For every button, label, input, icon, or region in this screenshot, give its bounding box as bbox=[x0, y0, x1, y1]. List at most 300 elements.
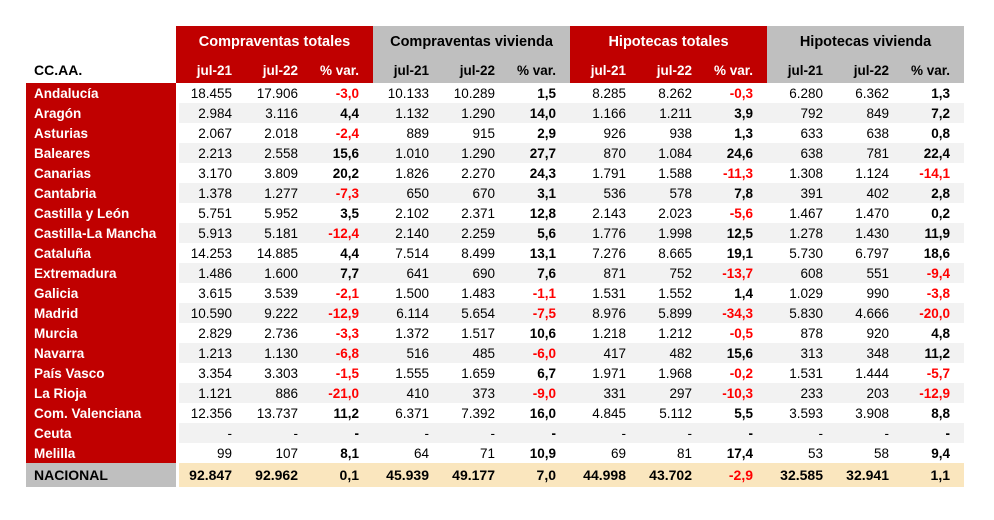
value-cell: 670 bbox=[443, 183, 509, 203]
value-cell: 1.010 bbox=[373, 143, 443, 163]
value-cell: 6.280 bbox=[767, 83, 837, 103]
value-cell: 792 bbox=[767, 103, 837, 123]
table-body bbox=[26, 83, 964, 487]
pct-var-cell: -20,0 bbox=[903, 303, 964, 323]
pct-var-cell: -21,0 bbox=[312, 383, 373, 403]
pct-var-cell: -12,9 bbox=[903, 383, 964, 403]
pct-var-cell: 7,6 bbox=[509, 263, 570, 283]
pct-var-cell: 11,9 bbox=[903, 223, 964, 243]
pct-var-cell: -7,5 bbox=[509, 303, 570, 323]
group-header-row bbox=[26, 26, 964, 57]
pct-var-cell: - bbox=[312, 423, 373, 443]
value-cell: 1.555 bbox=[373, 363, 443, 383]
pct-var-cell: 12,8 bbox=[509, 203, 570, 223]
pct-var-cell: 11,2 bbox=[903, 343, 964, 363]
pct-var-cell: - bbox=[509, 423, 570, 443]
table-row bbox=[26, 143, 964, 163]
value-cell: - bbox=[837, 423, 903, 443]
value-cell: 878 bbox=[767, 323, 837, 343]
value-cell: 297 bbox=[640, 383, 706, 403]
value-cell: 4.666 bbox=[837, 303, 903, 323]
total-row-label: NACIONAL bbox=[26, 463, 176, 487]
value-cell: 10.133 bbox=[373, 83, 443, 103]
row-label: Com. Valenciana bbox=[26, 403, 176, 423]
value-cell: 13.737 bbox=[246, 403, 312, 423]
value-cell: 5.181 bbox=[246, 223, 312, 243]
column-header-jul22: jul-22 bbox=[246, 57, 312, 83]
value-cell: 3.615 bbox=[176, 283, 246, 303]
pct-var-cell: -5,6 bbox=[706, 203, 767, 223]
table-row bbox=[26, 263, 964, 283]
pct-var-cell: -6,0 bbox=[509, 343, 570, 363]
value-cell: 32.585 bbox=[767, 463, 837, 487]
value-cell: 5.751 bbox=[176, 203, 246, 223]
value-cell: 1.600 bbox=[246, 263, 312, 283]
pct-var-cell: 18,6 bbox=[903, 243, 964, 263]
pct-var-cell: 20,2 bbox=[312, 163, 373, 183]
value-cell: 2.143 bbox=[570, 203, 640, 223]
value-cell: 1.517 bbox=[443, 323, 509, 343]
pct-var-cell: 10,6 bbox=[509, 323, 570, 343]
pct-var-cell: 5,5 bbox=[706, 403, 767, 423]
column-header-pct-var: % var. bbox=[903, 57, 964, 83]
value-cell: 5.913 bbox=[176, 223, 246, 243]
value-cell: 5.654 bbox=[443, 303, 509, 323]
value-cell: - bbox=[443, 423, 509, 443]
pct-var-cell: 7,7 bbox=[312, 263, 373, 283]
pct-var-cell: 0,8 bbox=[903, 123, 964, 143]
value-cell: - bbox=[767, 423, 837, 443]
value-cell: 641 bbox=[373, 263, 443, 283]
pct-var-cell: -10,3 bbox=[706, 383, 767, 403]
value-cell: 1.121 bbox=[176, 383, 246, 403]
pct-var-cell: -6,8 bbox=[312, 343, 373, 363]
value-cell: 1.776 bbox=[570, 223, 640, 243]
value-cell: 485 bbox=[443, 343, 509, 363]
value-cell: 1.998 bbox=[640, 223, 706, 243]
value-cell: 1.968 bbox=[640, 363, 706, 383]
column-header-jul22: jul-22 bbox=[837, 57, 903, 83]
value-cell: 45.939 bbox=[373, 463, 443, 487]
value-cell: 915 bbox=[443, 123, 509, 143]
table-row bbox=[26, 163, 964, 183]
pct-var-cell: 17,4 bbox=[706, 443, 767, 463]
pct-var-cell: 22,4 bbox=[903, 143, 964, 163]
pct-var-cell: -1,1 bbox=[509, 283, 570, 303]
pct-var-cell: 19,1 bbox=[706, 243, 767, 263]
value-cell: 2.023 bbox=[640, 203, 706, 223]
pct-var-cell: 7,0 bbox=[509, 463, 570, 487]
value-cell: 8.285 bbox=[570, 83, 640, 103]
table-row bbox=[26, 323, 964, 343]
value-cell: - bbox=[570, 423, 640, 443]
pct-var-cell: -9,4 bbox=[903, 263, 964, 283]
value-cell: 44.998 bbox=[570, 463, 640, 487]
value-cell: 3.593 bbox=[767, 403, 837, 423]
pct-var-cell: 8,1 bbox=[312, 443, 373, 463]
value-cell: 8.665 bbox=[640, 243, 706, 263]
table-row bbox=[26, 243, 964, 263]
value-cell: 1.166 bbox=[570, 103, 640, 123]
value-cell: 482 bbox=[640, 343, 706, 363]
pct-var-cell: -12,4 bbox=[312, 223, 373, 243]
value-cell: 18.455 bbox=[176, 83, 246, 103]
value-cell: 690 bbox=[443, 263, 509, 283]
value-cell: 1.971 bbox=[570, 363, 640, 383]
table-row bbox=[26, 443, 964, 463]
pct-var-cell: 1,3 bbox=[903, 83, 964, 103]
table-row bbox=[26, 403, 964, 423]
value-cell: 551 bbox=[837, 263, 903, 283]
pct-var-cell: 15,6 bbox=[706, 343, 767, 363]
value-cell: 536 bbox=[570, 183, 640, 203]
pct-var-cell: 1,1 bbox=[903, 463, 964, 487]
value-cell: 2.984 bbox=[176, 103, 246, 123]
value-cell: 107 bbox=[246, 443, 312, 463]
value-cell: 3.809 bbox=[246, 163, 312, 183]
pct-var-cell: 24,3 bbox=[509, 163, 570, 183]
value-cell: 1.124 bbox=[837, 163, 903, 183]
value-cell: 886 bbox=[246, 383, 312, 403]
pct-var-cell: 4,4 bbox=[312, 243, 373, 263]
row-label: Navarra bbox=[26, 343, 176, 363]
value-cell: 5.730 bbox=[767, 243, 837, 263]
row-label: Baleares bbox=[26, 143, 176, 163]
value-cell: 92.847 bbox=[176, 463, 246, 487]
value-cell: 516 bbox=[373, 343, 443, 363]
row-label: Andalucía bbox=[26, 83, 176, 103]
value-cell: 417 bbox=[570, 343, 640, 363]
value-cell: 64 bbox=[373, 443, 443, 463]
value-cell: 71 bbox=[443, 443, 509, 463]
value-cell: - bbox=[176, 423, 246, 443]
value-cell: 6.371 bbox=[373, 403, 443, 423]
pct-var-cell: 2,9 bbox=[509, 123, 570, 143]
value-cell: 410 bbox=[373, 383, 443, 403]
value-cell: 8.499 bbox=[443, 243, 509, 263]
pct-var-cell: 4,8 bbox=[903, 323, 964, 343]
value-cell: 5.830 bbox=[767, 303, 837, 323]
value-cell: 348 bbox=[837, 343, 903, 363]
value-cell: 331 bbox=[570, 383, 640, 403]
pct-var-cell: 15,6 bbox=[312, 143, 373, 163]
pct-var-cell: 7,8 bbox=[706, 183, 767, 203]
pct-var-cell: -0,2 bbox=[706, 363, 767, 383]
column-header-jul21: jul-21 bbox=[373, 57, 443, 83]
value-cell: - bbox=[246, 423, 312, 443]
value-cell: 1.308 bbox=[767, 163, 837, 183]
pct-var-cell: 16,0 bbox=[509, 403, 570, 423]
pct-var-cell: 2,8 bbox=[903, 183, 964, 203]
pct-var-cell: -2,9 bbox=[706, 463, 767, 487]
pct-var-cell: 0,1 bbox=[312, 463, 373, 487]
pct-var-cell: -9,0 bbox=[509, 383, 570, 403]
value-cell: 10.289 bbox=[443, 83, 509, 103]
pct-var-cell: -0,3 bbox=[706, 83, 767, 103]
pct-var-cell: - bbox=[903, 423, 964, 443]
value-cell: 1.483 bbox=[443, 283, 509, 303]
value-cell: 14.253 bbox=[176, 243, 246, 263]
value-cell: 1.211 bbox=[640, 103, 706, 123]
value-cell: 3.539 bbox=[246, 283, 312, 303]
value-cell: 1.531 bbox=[767, 363, 837, 383]
value-cell: 2.736 bbox=[246, 323, 312, 343]
table-row bbox=[26, 423, 964, 443]
row-label: Madrid bbox=[26, 303, 176, 323]
value-cell: 32.941 bbox=[837, 463, 903, 487]
statistics-table bbox=[26, 26, 964, 487]
value-cell: 2.102 bbox=[373, 203, 443, 223]
value-cell: 578 bbox=[640, 183, 706, 203]
row-label: Asturias bbox=[26, 123, 176, 143]
value-cell: 1.467 bbox=[767, 203, 837, 223]
value-cell: 8.976 bbox=[570, 303, 640, 323]
value-cell: 926 bbox=[570, 123, 640, 143]
value-cell: 2.259 bbox=[443, 223, 509, 243]
value-cell: 4.845 bbox=[570, 403, 640, 423]
value-cell: 1.470 bbox=[837, 203, 903, 223]
pct-var-cell: -11,3 bbox=[706, 163, 767, 183]
pct-var-cell: 5,6 bbox=[509, 223, 570, 243]
value-cell: 2.270 bbox=[443, 163, 509, 183]
value-cell: 81 bbox=[640, 443, 706, 463]
value-cell: 1.826 bbox=[373, 163, 443, 183]
pct-var-cell: 10,9 bbox=[509, 443, 570, 463]
row-label: Ceuta bbox=[26, 423, 176, 443]
value-cell: 2.829 bbox=[176, 323, 246, 343]
value-cell: 1.212 bbox=[640, 323, 706, 343]
value-cell: 391 bbox=[767, 183, 837, 203]
value-cell: 7.514 bbox=[373, 243, 443, 263]
pct-var-cell: 6,7 bbox=[509, 363, 570, 383]
pct-var-cell: 24,6 bbox=[706, 143, 767, 163]
row-label: Melilla bbox=[26, 443, 176, 463]
table-row bbox=[26, 383, 964, 403]
value-cell: 313 bbox=[767, 343, 837, 363]
value-cell: 1.084 bbox=[640, 143, 706, 163]
value-cell: 203 bbox=[837, 383, 903, 403]
value-cell: 1.278 bbox=[767, 223, 837, 243]
row-label: Castilla-La Mancha bbox=[26, 223, 176, 243]
column-header-jul21: jul-21 bbox=[767, 57, 837, 83]
pct-var-cell: 8,8 bbox=[903, 403, 964, 423]
value-cell: 7.276 bbox=[570, 243, 640, 263]
value-cell: 781 bbox=[837, 143, 903, 163]
column-header-pct-var: % var. bbox=[509, 57, 570, 83]
column-header-jul22: jul-22 bbox=[443, 57, 509, 83]
value-cell: 1.500 bbox=[373, 283, 443, 303]
value-cell: 638 bbox=[767, 143, 837, 163]
pct-var-cell: 9,4 bbox=[903, 443, 964, 463]
value-cell: 14.885 bbox=[246, 243, 312, 263]
value-cell: 10.590 bbox=[176, 303, 246, 323]
value-cell: 3.116 bbox=[246, 103, 312, 123]
row-label: Cataluña bbox=[26, 243, 176, 263]
pct-var-cell: - bbox=[706, 423, 767, 443]
value-cell: 1.486 bbox=[176, 263, 246, 283]
table-row bbox=[26, 183, 964, 203]
pct-var-cell: -34,3 bbox=[706, 303, 767, 323]
value-cell: - bbox=[640, 423, 706, 443]
value-cell: 1.444 bbox=[837, 363, 903, 383]
value-cell: 633 bbox=[767, 123, 837, 143]
value-cell: 6.114 bbox=[373, 303, 443, 323]
group-header-hipotecas-totales: Hipotecas totales bbox=[570, 26, 767, 57]
value-cell: 1.290 bbox=[443, 143, 509, 163]
pct-var-cell: -2,1 bbox=[312, 283, 373, 303]
column-header-jul21: jul-21 bbox=[176, 57, 246, 83]
value-cell: 8.262 bbox=[640, 83, 706, 103]
value-cell: 2.558 bbox=[246, 143, 312, 163]
pct-var-cell: -13,7 bbox=[706, 263, 767, 283]
value-cell: 43.702 bbox=[640, 463, 706, 487]
pct-var-cell: -7,3 bbox=[312, 183, 373, 203]
value-cell: 650 bbox=[373, 183, 443, 203]
pct-var-cell: 11,2 bbox=[312, 403, 373, 423]
row-label: Canarias bbox=[26, 163, 176, 183]
value-cell: 1.659 bbox=[443, 363, 509, 383]
pct-var-cell: 1,4 bbox=[706, 283, 767, 303]
column-header-jul22: jul-22 bbox=[640, 57, 706, 83]
column-header-jul21: jul-21 bbox=[570, 57, 640, 83]
value-cell: 1.132 bbox=[373, 103, 443, 123]
group-header-compraventas-totales: Compraventas totales bbox=[176, 26, 373, 57]
row-label: País Vasco bbox=[26, 363, 176, 383]
value-cell: 608 bbox=[767, 263, 837, 283]
table-row bbox=[26, 223, 964, 243]
pct-var-cell: 27,7 bbox=[509, 143, 570, 163]
row-label: Murcia bbox=[26, 323, 176, 343]
value-cell: 6.797 bbox=[837, 243, 903, 263]
value-cell: 3.354 bbox=[176, 363, 246, 383]
value-cell: 871 bbox=[570, 263, 640, 283]
pct-var-cell: 12,5 bbox=[706, 223, 767, 243]
pct-var-cell: -2,4 bbox=[312, 123, 373, 143]
value-cell: 3.908 bbox=[837, 403, 903, 423]
table-row bbox=[26, 103, 964, 123]
pct-var-cell: 1,5 bbox=[509, 83, 570, 103]
value-cell: 1.372 bbox=[373, 323, 443, 343]
value-cell: 938 bbox=[640, 123, 706, 143]
value-cell: 9.222 bbox=[246, 303, 312, 323]
value-cell: 7.392 bbox=[443, 403, 509, 423]
value-cell: 1.588 bbox=[640, 163, 706, 183]
value-cell: 373 bbox=[443, 383, 509, 403]
column-header-pct-var: % var. bbox=[312, 57, 373, 83]
pct-var-cell: 3,1 bbox=[509, 183, 570, 203]
table-row bbox=[26, 283, 964, 303]
value-cell: 2.213 bbox=[176, 143, 246, 163]
value-cell: 1.277 bbox=[246, 183, 312, 203]
row-label: Aragón bbox=[26, 103, 176, 123]
value-cell: 1.378 bbox=[176, 183, 246, 203]
value-cell: 49.177 bbox=[443, 463, 509, 487]
table-row bbox=[26, 203, 964, 223]
value-cell: 402 bbox=[837, 183, 903, 203]
value-cell: 2.067 bbox=[176, 123, 246, 143]
pct-var-cell: -12,9 bbox=[312, 303, 373, 323]
table-row bbox=[26, 363, 964, 383]
value-cell: 58 bbox=[837, 443, 903, 463]
value-cell: 92.962 bbox=[246, 463, 312, 487]
pct-var-cell: -14,1 bbox=[903, 163, 964, 183]
value-cell: 53 bbox=[767, 443, 837, 463]
table-row bbox=[26, 343, 964, 363]
value-cell: 69 bbox=[570, 443, 640, 463]
pct-var-cell: 14,0 bbox=[509, 103, 570, 123]
table-row bbox=[26, 83, 964, 103]
value-cell: 17.906 bbox=[246, 83, 312, 103]
group-header-hipotecas-vivienda: Hipotecas vivienda bbox=[767, 26, 964, 57]
value-cell: 1.430 bbox=[837, 223, 903, 243]
value-cell: 2.371 bbox=[443, 203, 509, 223]
value-cell: 5.899 bbox=[640, 303, 706, 323]
row-label: Cantabria bbox=[26, 183, 176, 203]
value-cell: 1.552 bbox=[640, 283, 706, 303]
value-cell: 2.140 bbox=[373, 223, 443, 243]
value-cell: 5.952 bbox=[246, 203, 312, 223]
pct-var-cell: -1,5 bbox=[312, 363, 373, 383]
value-cell: 990 bbox=[837, 283, 903, 303]
corner-label: CC.AA. bbox=[26, 26, 176, 83]
table-row bbox=[26, 303, 964, 323]
pct-var-cell: 3,9 bbox=[706, 103, 767, 123]
group-header-compraventas-vivienda: Compraventas vivienda bbox=[373, 26, 570, 57]
value-cell: 12.356 bbox=[176, 403, 246, 423]
pct-var-cell: 4,4 bbox=[312, 103, 373, 123]
value-cell: - bbox=[373, 423, 443, 443]
value-cell: 1.791 bbox=[570, 163, 640, 183]
pct-var-cell: 7,2 bbox=[903, 103, 964, 123]
row-label: Extremadura bbox=[26, 263, 176, 283]
pct-var-cell: 0,2 bbox=[903, 203, 964, 223]
pct-var-cell: -3,8 bbox=[903, 283, 964, 303]
value-cell: 3.170 bbox=[176, 163, 246, 183]
value-cell: 1.290 bbox=[443, 103, 509, 123]
column-header-pct-var: % var. bbox=[706, 57, 767, 83]
table-row bbox=[26, 123, 964, 143]
value-cell: 1.213 bbox=[176, 343, 246, 363]
total-row bbox=[26, 463, 964, 487]
pct-var-cell: -0,5 bbox=[706, 323, 767, 343]
pct-var-cell: -5,7 bbox=[903, 363, 964, 383]
value-cell: 1.130 bbox=[246, 343, 312, 363]
value-cell: 233 bbox=[767, 383, 837, 403]
value-cell: 1.029 bbox=[767, 283, 837, 303]
pct-var-cell: -3,0 bbox=[312, 83, 373, 103]
pct-var-cell: -3,3 bbox=[312, 323, 373, 343]
value-cell: 889 bbox=[373, 123, 443, 143]
value-cell: 3.303 bbox=[246, 363, 312, 383]
value-cell: 6.362 bbox=[837, 83, 903, 103]
value-cell: 849 bbox=[837, 103, 903, 123]
value-cell: 5.112 bbox=[640, 403, 706, 423]
pct-var-cell: 1,3 bbox=[706, 123, 767, 143]
value-cell: 920 bbox=[837, 323, 903, 343]
pct-var-cell: 3,5 bbox=[312, 203, 373, 223]
value-cell: 1.531 bbox=[570, 283, 640, 303]
row-label: Castilla y León bbox=[26, 203, 176, 223]
value-cell: 1.218 bbox=[570, 323, 640, 343]
pct-var-cell: 13,1 bbox=[509, 243, 570, 263]
value-cell: 752 bbox=[640, 263, 706, 283]
row-label: La Rioja bbox=[26, 383, 176, 403]
value-cell: 99 bbox=[176, 443, 246, 463]
row-label: Galicia bbox=[26, 283, 176, 303]
value-cell: 638 bbox=[837, 123, 903, 143]
value-cell: 2.018 bbox=[246, 123, 312, 143]
value-cell: 870 bbox=[570, 143, 640, 163]
